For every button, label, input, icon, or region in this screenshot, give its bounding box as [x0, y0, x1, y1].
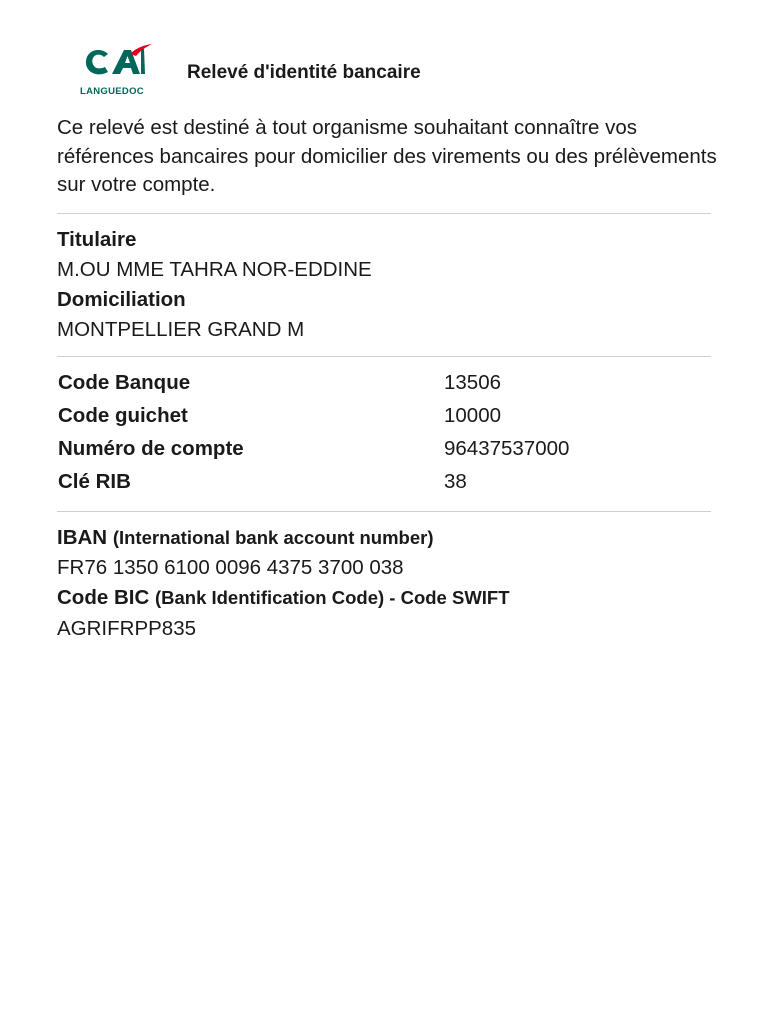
bic-label: Code BIC: [57, 586, 150, 609]
numero-compte-label: Numéro de compte: [58, 437, 244, 460]
iban-label: IBAN: [57, 526, 108, 549]
intro-paragraph: Ce relevé est destiné à tout organisme souhaitant connaître vos références bancaires pour domicilier des virements ou des prélèvements sur votre compte.: [57, 116, 717, 196]
credit-agricole-logo: [78, 42, 162, 98]
code-guichet-value: 10000: [444, 404, 502, 427]
code-row-compte: [58, 437, 658, 470]
bic-value: AGRIFRPP835: [57, 617, 196, 640]
holder-value: M.OU MME TAHRA NOR-EDDINE: [57, 258, 372, 281]
iban-value: FR76 1350 6100 0096 4375 3700 038: [57, 556, 404, 579]
code-banque-value: 13506: [444, 371, 502, 394]
numero-compte-value: 96437537000: [444, 437, 570, 460]
divider: [57, 511, 711, 512]
code-guichet-label: Code guichet: [58, 404, 188, 427]
code-row-banque: [58, 371, 658, 404]
bic-sublabel: (Bank Identification Code) - Code SWIFT: [154, 587, 510, 608]
holder-label: Titulaire: [57, 228, 137, 251]
domiciliation-label: Domiciliation: [57, 288, 186, 311]
document-header: [78, 42, 718, 102]
cle-rib-label: Clé RIB: [58, 470, 131, 493]
iban-sublabel: (International bank account number): [112, 527, 434, 548]
iban-label-line: [57, 526, 434, 550]
ca-logo-mark: [78, 42, 162, 86]
code-banque-label: Code Banque: [58, 371, 191, 394]
divider: [57, 356, 711, 357]
bank-codes-table: [58, 371, 658, 503]
code-row-guichet: [58, 404, 658, 437]
bic-label-line: [57, 586, 510, 610]
cle-rib-value: 38: [444, 470, 467, 493]
divider: [57, 213, 711, 214]
page-title: Relevé d'identité bancaire: [187, 62, 421, 83]
logo-region-text: LANGUEDOC: [80, 86, 144, 97]
code-row-cle-rib: [58, 470, 658, 503]
domiciliation-value: MONTPELLIER GRAND M: [57, 318, 305, 341]
